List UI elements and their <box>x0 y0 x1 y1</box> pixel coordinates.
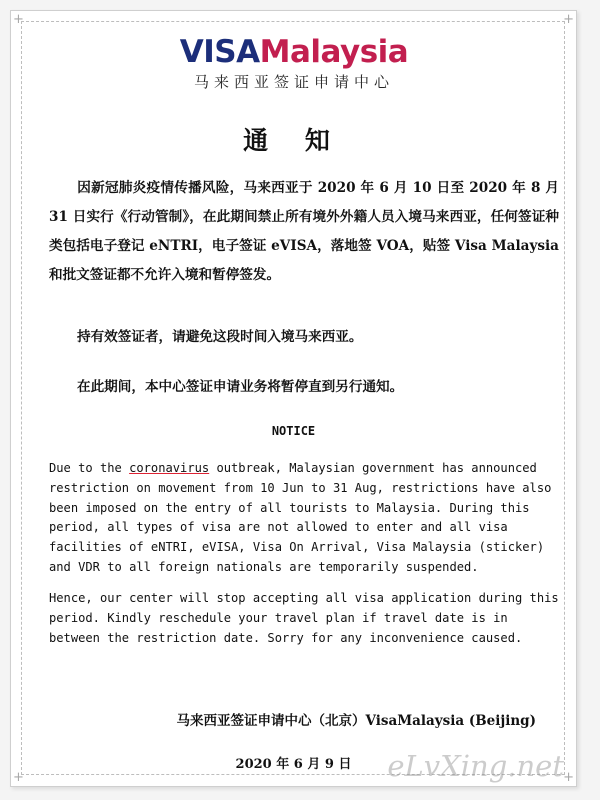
corner-mark-top-left: + <box>13 12 24 27</box>
logo-subtitle: 马来西亚签证申请中心 <box>193 73 394 91</box>
chinese-paragraph-1: 因新冠肺炎疫情传播风险，马来西亚于 2020 年 6 月 10 日至 2020 年 8 月 31 日实行《行动管制》，在此期间禁止所有境外外籍人员入境马来西亚，任何签证种类包括电子登记 eNTRI，电子签证 eVISA，落地签 VOA，贴签 Visa Malaysia 和批文签证都不允许入境和暂停签发。 <box>49 180 559 283</box>
english-paragraph-1: Due to the coronavirus outbreak, Malaysian government has announced restriction on movement from 10 Jun to 31 Aug, restrictions have also been imposed on the entry of all tourists to Malaysia. During this period, all types of visa are not allowed to enter and all visa facilities of eNTRI, eVISA, Visa On Arrival, Visa Malaysia (sticker) and VDR to all foreign nationals are temporarily suspended. <box>49 461 552 574</box>
logo-malaysia-text: Malaysia <box>259 34 409 70</box>
corner-mark-bottom-right: + <box>563 770 574 785</box>
underlined-word: coronavirus <box>129 461 210 475</box>
chinese-paragraph-2: 持有效签证者，请避免这段时间入境马来西亚。 <box>77 329 363 345</box>
visa-malaysia-logo <box>174 35 414 92</box>
notice-date: 2020 年 6 月 9 日 <box>235 757 352 772</box>
english-paragraph-2: Hence, our center will stop accepting all visa application during this period. Kindly reschedule your travel plan if travel date is in between the restriction date. Sorry for any inconvenience caused. <box>49 591 559 645</box>
notice-title: 通 知 <box>243 126 344 155</box>
signature-line: 马来西亚签证申请中心（北京）VisaMalaysia (Beijing) <box>176 713 536 729</box>
corner-mark-top-right: + <box>563 12 574 27</box>
site-watermark: eLvXing.net <box>387 749 564 783</box>
corner-mark-bottom-left: + <box>13 770 24 785</box>
chinese-paragraph-3: 在此期间，本中心签证申请业务将暂停直到另行通知。 <box>77 379 404 395</box>
notice-document <box>10 10 577 787</box>
logo-visa-text: VISA <box>179 34 260 70</box>
english-notice-title: NOTICE <box>271 424 316 438</box>
logo-wordmark <box>174 35 414 69</box>
